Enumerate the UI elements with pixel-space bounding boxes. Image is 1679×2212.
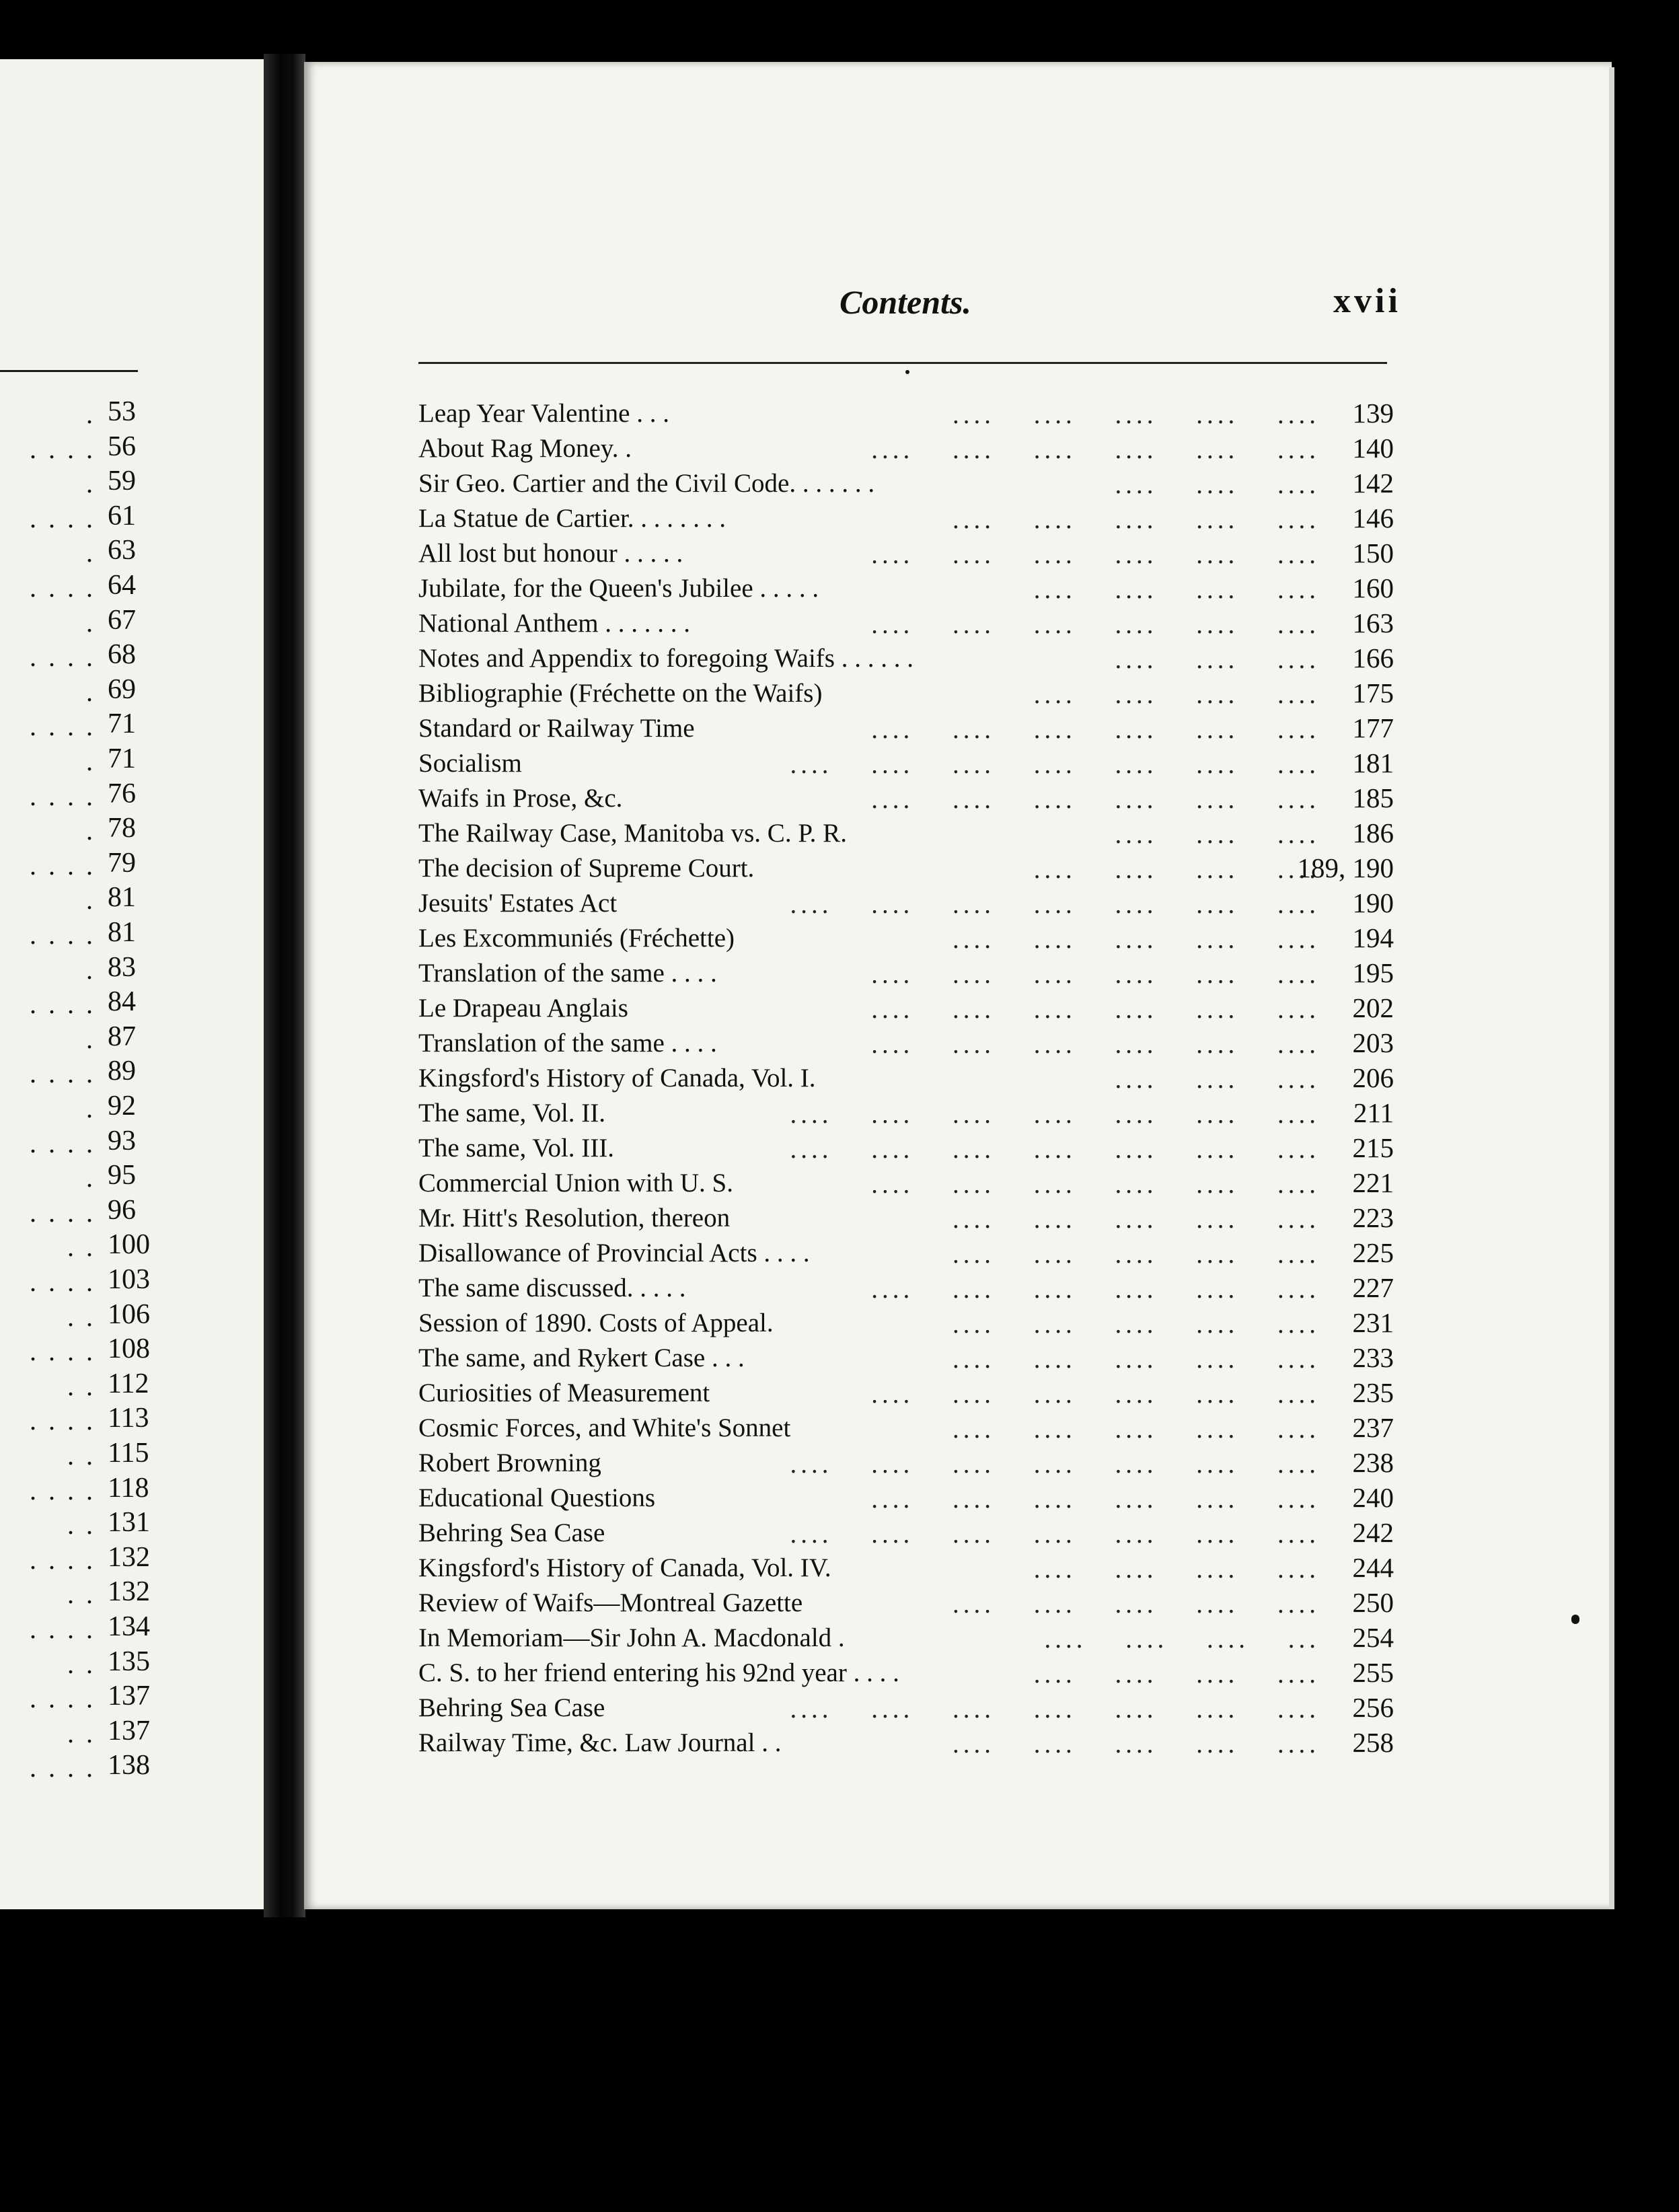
previous-page-entry-dots: . . . . — [30, 503, 96, 533]
toc-entry-leader-dots: .... .... .... .... .... — [953, 1590, 1320, 1619]
toc-entry — [418, 642, 1394, 677]
previous-page-entry-page-number: 59 — [108, 466, 136, 496]
previous-page-entry-dots: . . . . — [30, 1753, 96, 1783]
toc-entry-page-number: 254 — [1352, 1622, 1394, 1653]
previous-page-entry-page-number: 89 — [108, 1056, 136, 1086]
previous-page-entry — [0, 881, 147, 916]
previous-page-entry — [0, 1611, 150, 1646]
toc-entry-leader-dots: .... .... .... .... .... .... .... — [790, 750, 1320, 779]
toc-entry — [418, 887, 1394, 922]
toc-entry-title: Behring Sea Case — [418, 1693, 605, 1722]
previous-page-entry-page-number: 87 — [108, 1021, 136, 1052]
toc-entry — [418, 1202, 1394, 1237]
previous-page-entry — [0, 1680, 150, 1715]
toc-entry-leader-dots: .... .... .... .... .... — [953, 1240, 1320, 1269]
previous-page-entry-page-number: 53 — [108, 396, 136, 427]
page-folio: xvii — [1333, 282, 1401, 320]
toc-entry-title: Mr. Hitt's Resolution, thereon — [418, 1204, 731, 1232]
previous-page-entry-page-number: 79 — [108, 848, 136, 879]
toc-entry — [418, 957, 1394, 992]
previous-page-entry — [0, 1368, 147, 1403]
toc-entry-title: Le Drapeau Anglais — [418, 994, 628, 1023]
previous-page-entry-dots: . . . . — [30, 1197, 96, 1228]
toc-entry-page-number: 237 — [1352, 1412, 1394, 1443]
toc-entry — [418, 1132, 1394, 1167]
toc-entry-title: Translation of the same . . . . — [418, 959, 717, 988]
toc-entry — [418, 572, 1394, 607]
toc-entry — [418, 1656, 1394, 1691]
previous-page-entry-dots: . . . . — [30, 642, 96, 672]
previous-page-entry — [0, 465, 147, 500]
toc-entry — [418, 782, 1394, 817]
previous-page-entry — [0, 1055, 147, 1090]
toc-entry-title: Behring Sea Case — [418, 1518, 605, 1547]
previous-page-entry-dots: . . . . — [30, 1058, 96, 1089]
toc-entry-title: Waifs in Prose, &c. — [418, 784, 623, 813]
page-edge-mark — [1571, 1615, 1579, 1624]
toc-entry — [418, 502, 1394, 537]
previous-page-entry-page-number: 71 — [108, 708, 136, 739]
toc-entry — [418, 1237, 1394, 1271]
previous-page-fragment — [0, 59, 269, 1909]
toc-entry-title: Disallowance of Provincial Acts . . . . — [418, 1239, 810, 1267]
toc-entry-leader-dots: .... .... .... — [1115, 820, 1320, 849]
toc-entry — [418, 1446, 1394, 1481]
previous-page-entry — [0, 951, 147, 986]
toc-entry-page-number: 194 — [1352, 922, 1394, 953]
toc-entry — [418, 1726, 1394, 1761]
header-rule — [418, 362, 1387, 364]
toc-entry-title: The same, Vol. III. — [418, 1134, 614, 1163]
toc-entry — [418, 1481, 1394, 1516]
toc-entry-leader-dots: .... .... .... .... .... .... — [871, 1030, 1320, 1059]
toc-entry-title: The Railway Case, Manitoba vs. C. P. R. — [418, 819, 847, 848]
toc-entry-title: The same, and Rykert Case . . . — [418, 1343, 745, 1372]
previous-page-entry-page-number: 115 — [108, 1438, 149, 1469]
previous-page-entry-dots: . . — [67, 1579, 96, 1609]
previous-page-entry-dots: . — [86, 399, 96, 429]
toc-entry-title: About Rag Money. . — [418, 434, 632, 463]
previous-page-entry — [0, 812, 147, 847]
previous-page-entry-page-number: 92 — [108, 1091, 136, 1121]
toc-entry-leader-dots: .... .... .... .... .... — [953, 1345, 1320, 1374]
toc-entry-page-number: 215 — [1352, 1132, 1394, 1163]
toc-entry — [418, 747, 1394, 782]
previous-page-entry-dots: . — [86, 1163, 96, 1193]
toc-entry-title: Translation of the same . . . . — [418, 1029, 717, 1058]
previous-page-entry — [0, 986, 147, 1021]
previous-page-entry-dots: . . . . — [30, 1683, 96, 1713]
previous-page-entry-dots: . . — [67, 1232, 96, 1262]
toc-entry — [418, 1516, 1394, 1551]
toc-entry-leader-dots: .... .... .... .... — [1033, 680, 1320, 709]
toc-entry-page-number: 206 — [1352, 1062, 1394, 1093]
previous-page-entry-dots: . — [86, 607, 96, 638]
toc-entry-title: Les Excommuniés (Fréchette) — [418, 924, 735, 953]
previous-page-entry-page-number: 106 — [108, 1299, 150, 1330]
toc-entry-leader-dots: .... .... .... .... .... .... — [871, 435, 1320, 464]
toc-entry-title: The same discussed. . . . . — [418, 1274, 686, 1302]
previous-page-entry — [0, 743, 147, 778]
toc-entry-page-number: 244 — [1352, 1552, 1394, 1583]
toc-entry-title: Commercial Union with U. S. — [418, 1169, 733, 1197]
previous-page-entry — [0, 1402, 147, 1437]
previous-page-entry-page-number: 131 — [108, 1507, 150, 1538]
previous-page-entry-page-number: 118 — [108, 1473, 149, 1504]
toc-entry-page-number: 186 — [1352, 817, 1394, 848]
toc-entry — [418, 1551, 1394, 1586]
previous-page-entry-dots: . . — [67, 1371, 96, 1401]
previous-page-entry — [0, 1298, 150, 1333]
previous-page-entry-dots: . . . . — [30, 1336, 96, 1366]
previous-page-entry-page-number: 64 — [108, 570, 136, 601]
previous-page-entry-page-number: 95 — [108, 1160, 136, 1191]
toc-entry — [418, 677, 1394, 712]
toc-entry-page-number: 163 — [1352, 607, 1394, 638]
toc-entry-page-number: 231 — [1352, 1307, 1394, 1338]
contents-list — [418, 397, 1394, 1761]
toc-entry-title: La Statue de Cartier. . . . . . . . — [418, 504, 726, 533]
previous-page-entry-page-number: 81 — [108, 882, 136, 913]
book-gutter — [264, 54, 305, 1917]
previous-page-entry-page-number: 69 — [108, 674, 136, 705]
toc-entry-leader-dots: .... .... .... .... .... .... .... — [790, 1100, 1320, 1129]
toc-entry — [418, 1621, 1394, 1656]
toc-entry-leader-dots: .... .... .... .... .... .... — [871, 960, 1320, 989]
previous-page-entry-page-number: 76 — [108, 778, 136, 809]
previous-page-entry-dots: . — [86, 1093, 96, 1123]
previous-page-entry-dots: . . — [67, 1440, 96, 1471]
toc-entry-page-number: 181 — [1352, 747, 1394, 778]
previous-page-entry — [0, 708, 147, 743]
previous-page-entry-dots: . . . . — [30, 1475, 96, 1506]
previous-page-entry-dots: . — [86, 468, 96, 499]
toc-entry-page-number: 142 — [1352, 468, 1394, 499]
previous-page-entry — [0, 673, 147, 708]
previous-page-entry-dots: . . . . — [30, 920, 96, 950]
previous-page-rule — [0, 370, 138, 372]
toc-entry-title: Cosmic Forces, and White's Sonnet — [418, 1413, 791, 1442]
toc-entry-page-number: 189, 190 — [1297, 852, 1394, 883]
previous-page-entry — [0, 1472, 147, 1507]
previous-page-entry — [0, 1506, 150, 1541]
toc-entry-leader-dots: .... .... .... .... .... .... .... — [790, 1695, 1320, 1724]
previous-page-entry-dots: . . . . — [30, 1545, 96, 1575]
toc-entry — [418, 1271, 1394, 1306]
previous-page-entry-dots: . . — [67, 1302, 96, 1332]
toc-entry-title: The decision of Supreme Court. — [418, 854, 755, 883]
previous-page-entry — [0, 1437, 147, 1472]
previous-page-entry-page-number: 113 — [108, 1403, 149, 1434]
toc-entry — [418, 467, 1394, 502]
previous-page-entry — [0, 638, 147, 673]
toc-entry-page-number: 255 — [1352, 1657, 1394, 1688]
toc-entry-title: Review of Waifs—Montreal Gazette — [418, 1588, 803, 1617]
toc-entry-title: Standard or Railway Time — [418, 714, 695, 743]
previous-page-entry-page-number: 84 — [108, 986, 136, 1017]
previous-page-entry-page-number: 96 — [108, 1195, 136, 1226]
toc-entry-leader-dots: .... .... .... .... .... — [953, 1730, 1320, 1759]
toc-entry — [418, 852, 1394, 887]
previous-page-entry-dots: . . . . — [30, 711, 96, 741]
toc-entry-title: C. S. to her friend entering his 92nd year . . . . — [418, 1658, 899, 1687]
previous-page-entry-page-number: 137 — [108, 1716, 150, 1746]
running-head: Contents. — [840, 283, 971, 321]
toc-entry-page-number: 185 — [1352, 782, 1394, 813]
previous-page-entry — [0, 847, 147, 882]
toc-entry-leader-dots: .... .... .... — [1115, 470, 1320, 499]
toc-entry — [418, 1167, 1394, 1202]
toc-entry — [418, 1306, 1394, 1341]
previous-page-entry — [0, 1021, 147, 1056]
toc-entry-leader-dots: .... .... .... .... .... — [953, 925, 1320, 954]
previous-page-entry — [0, 1090, 147, 1125]
previous-page-entry-page-number: 134 — [108, 1611, 150, 1642]
toc-entry-title: In Memoriam—Sir John A. Macdonald . — [418, 1623, 845, 1652]
toc-entry-leader-dots: .... .... .... .... .... — [953, 505, 1320, 534]
previous-page-entry — [0, 1194, 147, 1229]
toc-entry-leader-dots: .... .... .... .... .... .... — [871, 1170, 1320, 1199]
toc-entry-title: Robert Browning — [418, 1448, 601, 1477]
previous-page-entry — [0, 569, 147, 604]
header-dot — [905, 370, 909, 374]
previous-page-entry-dots: . . . . — [30, 1128, 96, 1158]
toc-entry-page-number: 227 — [1352, 1272, 1394, 1303]
toc-entry-page-number: 221 — [1352, 1167, 1394, 1198]
previous-page-entry-dots: . — [86, 1024, 96, 1054]
previous-page-entry — [0, 534, 147, 569]
toc-entry-leader-dots: .... .... .... .... .... .... .... — [790, 1450, 1320, 1479]
toc-entry-leader-dots: .... .... .... .... .... — [953, 1415, 1320, 1444]
previous-page-entry-page-number: 132 — [108, 1542, 150, 1573]
previous-page-entry-dots: . . . . — [30, 781, 96, 811]
toc-entry-leader-dots: .... .... .... — [1115, 1065, 1320, 1094]
previous-page-entry-dots: . — [86, 885, 96, 915]
toc-entry-leader-dots: .... .... .... .... .... .... — [871, 1380, 1320, 1409]
previous-page-entry-page-number: 83 — [108, 952, 136, 983]
toc-entry-leader-dots: .... .... .... .... — [1033, 1555, 1320, 1584]
previous-page-entry — [0, 604, 147, 639]
toc-entry-leader-dots: .... .... .... .... .... — [953, 1205, 1320, 1234]
previous-page-entry — [0, 431, 147, 466]
previous-page-entry-page-number: 137 — [108, 1681, 150, 1711]
previous-page-entry — [0, 1263, 150, 1298]
toc-entry — [418, 1097, 1394, 1132]
previous-page-entry — [0, 1576, 150, 1611]
previous-page-entry-dots: . . . . — [30, 1267, 96, 1297]
toc-entry-page-number: 150 — [1352, 538, 1394, 568]
toc-entry-title: The same, Vol. II. — [418, 1099, 606, 1128]
previous-page-entry-page-number: 67 — [108, 605, 136, 636]
toc-entry-page-number: 223 — [1352, 1202, 1394, 1233]
previous-page-entry-page-number: 138 — [108, 1750, 150, 1781]
previous-page-entry-page-number: 81 — [108, 917, 136, 948]
toc-entry-page-number: 146 — [1352, 503, 1394, 533]
toc-entry-leader-dots: .... .... .... ... — [1044, 1625, 1320, 1654]
toc-entry-page-number: 211 — [1353, 1097, 1394, 1128]
toc-entry-title: Educational Questions — [418, 1483, 656, 1512]
previous-page-entry-page-number: 56 — [108, 431, 136, 462]
toc-entry — [418, 992, 1394, 1027]
toc-entry-title: National Anthem . . . . . . . — [418, 609, 691, 638]
previous-page-entry-page-number: 135 — [108, 1646, 150, 1677]
toc-entry-title: Sir Geo. Cartier and the Civil Code. . . . . . . — [418, 469, 875, 498]
toc-entry-leader-dots: .... .... .... .... .... .... — [871, 610, 1320, 639]
toc-entry-title: Kingsford's History of Canada, Vol. IV. — [418, 1553, 831, 1582]
previous-page-entry — [0, 1228, 150, 1263]
toc-entry — [418, 397, 1394, 432]
toc-entry-page-number: 240 — [1352, 1482, 1394, 1513]
toc-entry — [418, 607, 1394, 642]
previous-page-entry-dots: . — [86, 746, 96, 776]
toc-entry — [418, 1411, 1394, 1446]
previous-page-entry-dots: . — [86, 955, 96, 985]
previous-page-entry-dots: . . — [67, 1649, 96, 1679]
toc-entry — [418, 1586, 1394, 1621]
previous-page-entry — [0, 1749, 150, 1784]
toc-entry-leader-dots: .... .... .... — [1115, 645, 1320, 674]
previous-page-entry — [0, 1646, 150, 1681]
toc-entry-title: Curiosities of Measurement — [418, 1378, 710, 1407]
previous-page-entry-page-number: 78 — [108, 813, 136, 844]
previous-page-entry — [0, 500, 147, 535]
toc-entry-title: Railway Time, &c. Law Journal . . — [418, 1728, 782, 1757]
previous-page-entry — [0, 778, 147, 813]
toc-entry-leader-dots: .... .... .... .... .... — [953, 400, 1320, 429]
toc-entry — [418, 432, 1394, 467]
toc-entry-page-number: 195 — [1352, 957, 1394, 988]
previous-page-entry-dots: . — [86, 815, 96, 846]
previous-page-entry-dots: . . . . — [30, 573, 96, 603]
previous-page-entry-dots: . . — [67, 1718, 96, 1748]
toc-entry-title: All lost but honour . . . . . — [418, 539, 683, 568]
previous-page-entry — [0, 1125, 147, 1160]
previous-page-entry-page-number: 103 — [108, 1264, 150, 1295]
toc-entry-page-number: 190 — [1352, 887, 1394, 918]
toc-entry-leader-dots: .... .... .... .... .... .... .... — [790, 890, 1320, 919]
previous-page-entry-dots: . . — [67, 1510, 96, 1540]
toc-entry — [418, 922, 1394, 957]
toc-entry-leader-dots: .... .... .... .... .... .... — [871, 1485, 1320, 1514]
previous-page-entry — [0, 1333, 150, 1368]
previous-page-entry-dots: . . . . — [30, 989, 96, 1019]
toc-entry-page-number: 225 — [1352, 1237, 1394, 1268]
previous-page-entry-page-number: 93 — [108, 1126, 136, 1156]
toc-entry-page-number: 258 — [1352, 1727, 1394, 1758]
toc-entry-title: Leap Year Valentine . . . — [418, 399, 669, 428]
toc-entry-page-number: 177 — [1352, 712, 1394, 743]
toc-entry — [418, 1027, 1394, 1062]
toc-entry-page-number: 160 — [1352, 573, 1394, 603]
previous-page-entry-page-number: 112 — [108, 1368, 149, 1399]
toc-entry-leader-dots: .... .... .... .... .... .... .... — [790, 1520, 1320, 1549]
toc-entry — [418, 1341, 1394, 1376]
toc-entry-page-number: 233 — [1352, 1342, 1394, 1373]
toc-entry-page-number: 238 — [1352, 1447, 1394, 1478]
toc-entry-leader-dots: .... .... .... .... .... .... — [871, 785, 1320, 814]
toc-entry — [418, 712, 1394, 747]
previous-page-entry-dots: . — [86, 538, 96, 568]
previous-page-entry — [0, 1541, 150, 1576]
previous-page-entry-page-number: 132 — [108, 1576, 150, 1607]
toc-entry-leader-dots: .... .... .... .... .... .... — [871, 540, 1320, 569]
toc-entry — [418, 1376, 1394, 1411]
toc-entry-page-number: 175 — [1352, 677, 1394, 708]
toc-entry-title: Session of 1890. Costs of Appeal. — [418, 1308, 774, 1337]
toc-entry — [418, 1691, 1394, 1726]
toc-entry-page-number: 140 — [1352, 433, 1394, 464]
toc-entry-title: Notes and Appendix to foregoing Waifs . . . . . . — [418, 644, 913, 673]
toc-entry-leader-dots: .... .... .... .... .... .... — [871, 995, 1320, 1024]
toc-entry-page-number: 235 — [1352, 1377, 1394, 1408]
previous-page-entry-dots: . . . . — [30, 1405, 96, 1436]
toc-entry — [418, 817, 1394, 852]
toc-entry-title: Bibliographie (Fréchette on the Waifs) — [418, 679, 823, 708]
toc-entry-page-number: 203 — [1352, 1027, 1394, 1058]
toc-entry-leader-dots: .... .... .... .... .... .... — [871, 715, 1320, 744]
toc-entry-leader-dots: .... .... .... .... .... .... .... — [790, 1135, 1320, 1164]
toc-entry-page-number: 202 — [1352, 992, 1394, 1023]
toc-entry-leader-dots: .... .... .... .... — [1033, 575, 1320, 604]
toc-entry — [418, 537, 1394, 572]
previous-page-entry-page-number: 71 — [108, 743, 136, 774]
toc-entry-title: Kingsford's History of Canada, Vol. I. — [418, 1064, 816, 1093]
previous-page-entry — [0, 396, 147, 431]
previous-page-entry — [0, 1715, 150, 1750]
toc-entry-leader-dots: .... .... .... .... — [1033, 855, 1320, 884]
toc-entry-title: Jesuits' Estates Act — [418, 889, 618, 918]
previous-page-entry — [0, 916, 147, 951]
toc-entry-page-number: 250 — [1352, 1587, 1394, 1618]
toc-entry-page-number: 256 — [1352, 1692, 1394, 1723]
toc-entry-leader-dots: .... .... .... .... — [1033, 1660, 1320, 1689]
previous-page-entry-dots: . . . . — [30, 850, 96, 881]
previous-page-entry-page-number: 108 — [108, 1333, 150, 1364]
toc-entry-page-number: 166 — [1352, 642, 1394, 673]
previous-page-entry — [0, 1159, 147, 1194]
toc-entry-page-number: 242 — [1352, 1517, 1394, 1548]
previous-page-entry-dots: . . . . — [30, 1614, 96, 1644]
previous-page-entry-page-number: 100 — [108, 1229, 150, 1260]
toc-entry — [418, 1062, 1394, 1097]
previous-page-entry-dots: . — [86, 677, 96, 707]
toc-entry-page-number: 139 — [1352, 398, 1394, 429]
previous-page-entry-page-number: 63 — [108, 535, 136, 566]
previous-page-entry-page-number: 61 — [108, 501, 136, 531]
previous-page-entry-dots: . . . . — [30, 434, 96, 464]
toc-entry-leader-dots: .... .... .... .... .... .... — [871, 1275, 1320, 1304]
toc-entry-title: Jubilate, for the Queen's Jubilee . . . . . — [418, 574, 819, 603]
previous-page-entry-page-number: 68 — [108, 639, 136, 670]
page-edge — [1609, 67, 1614, 1909]
toc-entry-leader-dots: .... .... .... .... .... — [953, 1310, 1320, 1339]
toc-entry-title: Socialism — [418, 749, 522, 778]
